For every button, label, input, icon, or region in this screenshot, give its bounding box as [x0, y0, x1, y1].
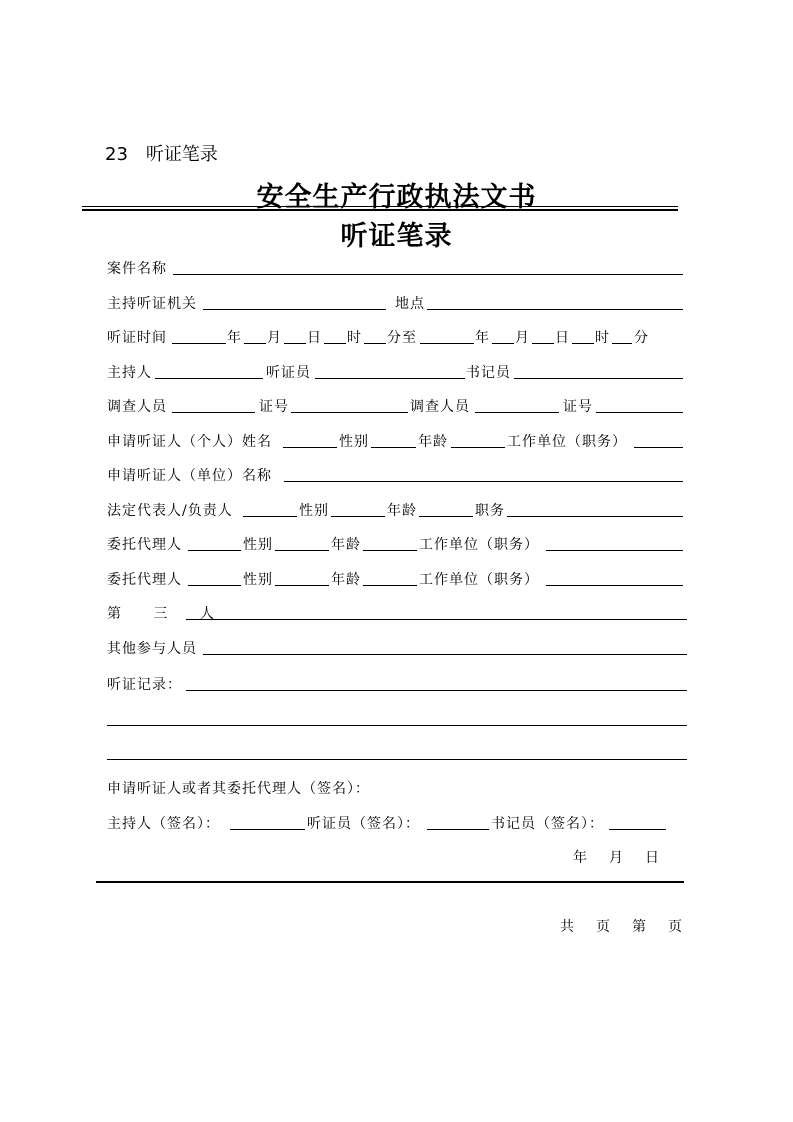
end-minute-field[interactable]: [612, 343, 632, 344]
agent-1-label: 委托代理人: [107, 537, 182, 553]
applicant-gender-field[interactable]: [371, 447, 416, 448]
moderator-label: 主持人: [107, 365, 152, 381]
host-org-field[interactable]: [203, 309, 386, 310]
investigator-2-label: 调查人员: [410, 399, 470, 415]
applicant-age-label: 年龄: [418, 434, 448, 450]
applicant-unit-field[interactable]: [284, 481, 683, 482]
officer-sign-label: 听证员（签名）：: [307, 816, 420, 832]
end-day-field[interactable]: [532, 343, 554, 344]
record-field-line-2[interactable]: [107, 725, 687, 726]
hearing-time-label: 听证时间: [107, 330, 167, 346]
applicant-person-label: 申请听证人（个人）姓名: [107, 434, 272, 450]
title-rule-thick: [82, 209, 678, 211]
agent-1-gender-label: 性别: [243, 537, 273, 553]
agent-1-gender-field[interactable]: [275, 550, 329, 551]
host-org-label: 主持听证机关: [107, 296, 197, 312]
start-month-field[interactable]: [244, 343, 266, 344]
id-no-2-field[interactable]: [596, 412, 683, 413]
legal-rep-gender-field[interactable]: [331, 516, 385, 517]
hearing-officer-label: 听证员: [266, 365, 311, 381]
start-month-label: 月: [267, 330, 282, 346]
end-month-field[interactable]: [492, 343, 514, 344]
agent-1-field[interactable]: [188, 550, 241, 551]
end-hour-label: 时: [595, 330, 610, 346]
record-field-line-3[interactable]: [107, 759, 687, 760]
doc-number-value: 23: [105, 144, 128, 165]
start-minute-field[interactable]: [364, 343, 386, 344]
start-day-label: 日: [307, 330, 322, 346]
location-label: 地点: [395, 296, 425, 312]
legal-rep-label: 法定代表人/负责人: [107, 503, 233, 519]
legal-rep-position-label: 职务: [475, 503, 505, 519]
end-hour-field[interactable]: [572, 343, 594, 344]
clerk-sign-field[interactable]: [609, 829, 666, 830]
end-year-field[interactable]: [420, 343, 474, 344]
legal-rep-age-label: 年龄: [387, 503, 417, 519]
clerk-sign-label: 书记员（签名）：: [491, 816, 604, 832]
main-title: 安全生产行政执法文书: [256, 182, 537, 213]
legal-rep-field[interactable]: [243, 516, 297, 517]
agent-1-age-label: 年龄: [331, 537, 361, 553]
officer-sign-field[interactable]: [427, 829, 489, 830]
applicant-gender-label: 性别: [339, 434, 369, 450]
end-day-label: 日: [555, 330, 570, 346]
sign-date: 年 月 日: [573, 850, 663, 866]
clerk-field[interactable]: [514, 378, 683, 379]
applicant-sign-label: 申请听证人或者其委托代理人（签名）：: [107, 781, 370, 797]
other-participants-label: 其他参与人员: [107, 641, 197, 657]
applicant-age-field[interactable]: [451, 447, 505, 448]
end-month-label: 月: [515, 330, 530, 346]
agent-2-label: 委托代理人: [107, 572, 182, 588]
start-year-field[interactable]: [172, 343, 226, 344]
applicant-unit-label: 申请听证人（单位）名称: [107, 468, 272, 484]
sub-title: 听证笔录: [340, 221, 453, 252]
start-hour-label: 时: [347, 330, 362, 346]
investigator-2-field[interactable]: [475, 412, 559, 413]
hearing-officer-field[interactable]: [315, 378, 465, 379]
case-name-field[interactable]: [173, 274, 683, 275]
agent-1-work-field[interactable]: [546, 550, 683, 551]
agent-2-age-label: 年龄: [331, 572, 361, 588]
location-field[interactable]: [427, 309, 683, 310]
id-no-2-label: 证号: [563, 399, 593, 415]
agent-2-work-field[interactable]: [546, 585, 683, 586]
page-count: 共 页 第 页: [560, 919, 686, 935]
id-no-1-field[interactable]: [291, 412, 408, 413]
bottom-rule: [96, 881, 684, 883]
agent-2-age-field[interactable]: [363, 585, 417, 586]
legal-rep-position-field[interactable]: [507, 516, 683, 517]
applicant-name-field[interactable]: [283, 447, 337, 448]
moderator-sign-label: 主持人（签名）：: [107, 816, 220, 832]
minute-to-label: 分至: [387, 330, 417, 346]
third-party-label: 第 三 人: [107, 606, 228, 622]
clerk-label: 书记员: [466, 365, 511, 381]
record-label: 听证记录：: [107, 677, 182, 693]
start-day-field[interactable]: [284, 343, 306, 344]
title-rule-thin: [82, 206, 678, 207]
agent-2-gender-field[interactable]: [275, 585, 329, 586]
legal-rep-age-field[interactable]: [419, 516, 473, 517]
applicant-work-label: 工作单位（职务）: [507, 434, 627, 450]
agent-1-age-field[interactable]: [363, 550, 417, 551]
investigator-1-label: 调查人员: [107, 399, 167, 415]
applicant-work-field[interactable]: [634, 447, 683, 448]
agent-2-work-label: 工作单位（职务）: [419, 572, 539, 588]
agent-1-work-label: 工作单位（职务）: [419, 537, 539, 553]
start-year-label: 年: [227, 330, 242, 346]
agent-2-field[interactable]: [188, 585, 241, 586]
other-participants-field[interactable]: [203, 654, 687, 655]
investigator-1-field[interactable]: [172, 412, 255, 413]
case-name-label: 案件名称: [107, 261, 167, 277]
third-party-field[interactable]: [186, 619, 687, 620]
end-year-label: 年: [475, 330, 490, 346]
doc-number: [105, 140, 218, 166]
record-field-line-1[interactable]: [186, 690, 687, 691]
moderator-sign-field[interactable]: [230, 829, 305, 830]
legal-rep-gender-label: 性别: [299, 503, 329, 519]
id-no-1-label: 证号: [259, 399, 289, 415]
doc-heading: 听证笔录: [145, 144, 218, 165]
agent-2-gender-label: 性别: [243, 572, 273, 588]
start-hour-field[interactable]: [324, 343, 346, 344]
end-minute-label: 分: [634, 330, 649, 346]
moderator-field[interactable]: [155, 378, 263, 379]
